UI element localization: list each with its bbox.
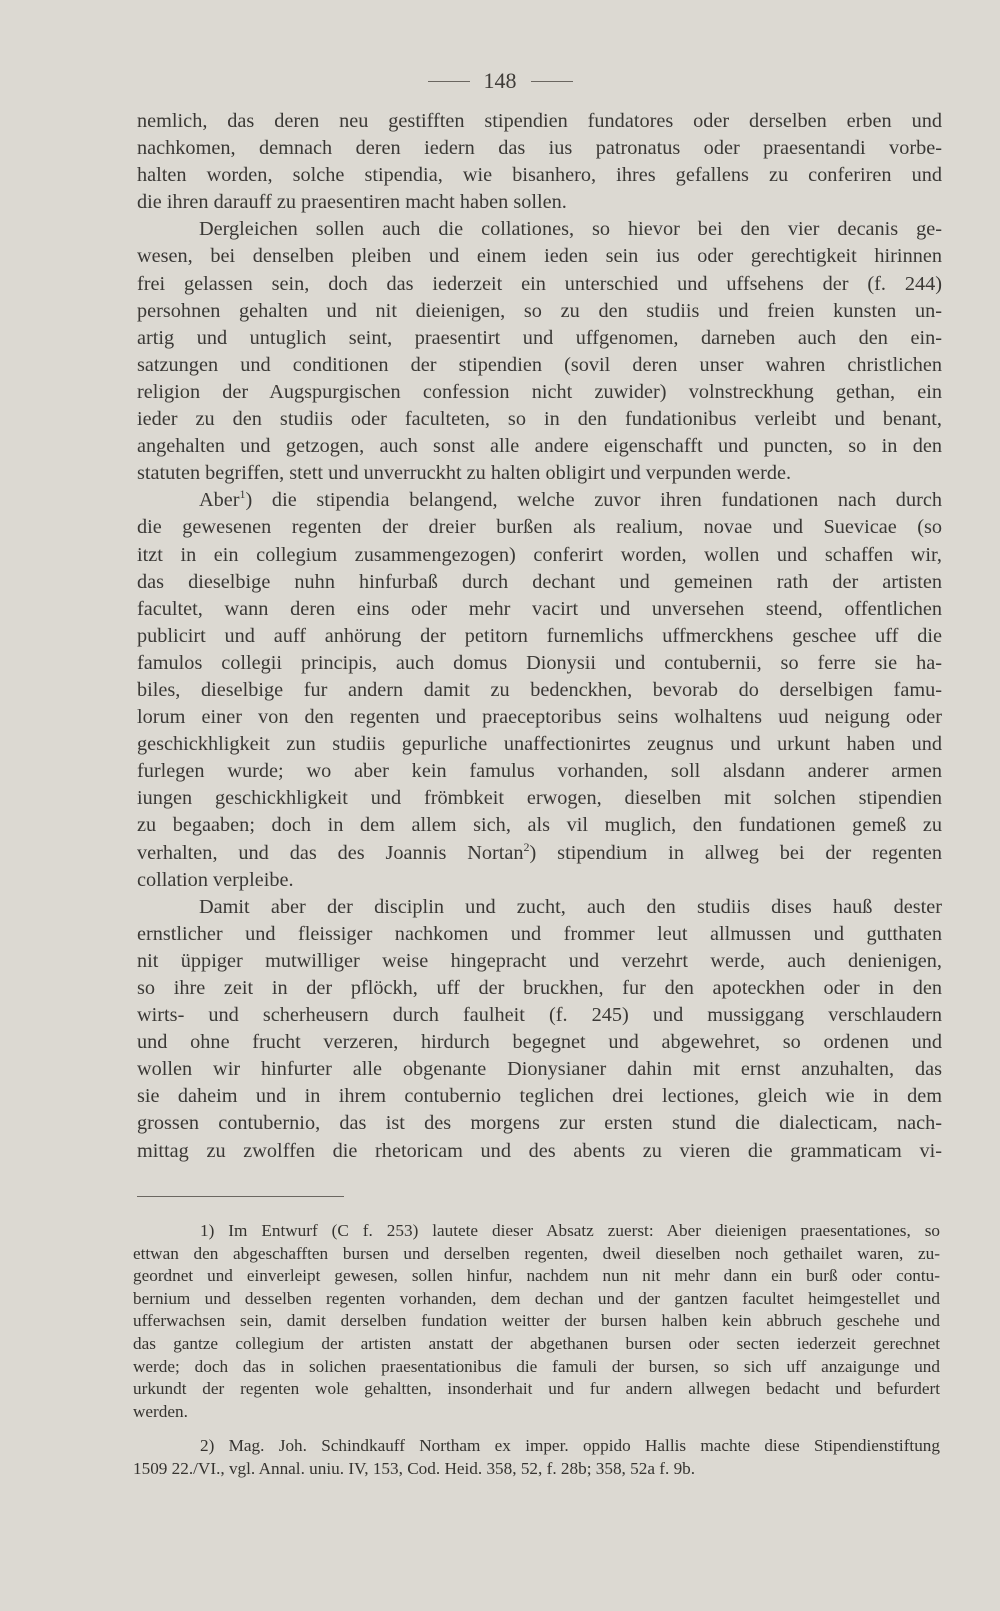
- footnote-ref-1: 1: [239, 487, 246, 502]
- text-line: biles, dieselbige fur andern damit zu bedenckhen, bevorab do derselbigen famu-: [137, 678, 942, 701]
- text-line: nachkomen, demnach deren iedern das ius patronatus oder praesentandi vorbe-: [137, 137, 942, 160]
- paragraph-4: [137, 894, 942, 1165]
- footnote-ref-2: 2: [523, 839, 530, 854]
- text-fragment: Aber: [199, 489, 240, 512]
- footnote-line: das gantze collegium der artisten anstatt der abgethanen bursen oder secten iederzeit gerechnet: [133, 1333, 940, 1353]
- footnote-line: bernium und desselben regenten vorhanden, dem dechan und der gantzen facultet heimgestellet und: [133, 1288, 940, 1308]
- footnote-gap: [133, 1423, 940, 1435]
- text-line: famulos collegii principis, auch domus Dionysii und contubernii, so ferre sie ha-: [137, 651, 942, 674]
- text-line: frei gelassen sein, doch das iederzeit ein unterschied und uffsehens der (f. 244): [137, 272, 942, 295]
- text-line: mittag zu zwolffen die rhetoricam und des abents zu vieren die grammaticam vi-: [137, 1139, 942, 1162]
- text-line: lorum einer von den regenten und praeceptoribus seins wolhaltens uud neigung oder: [137, 706, 942, 729]
- paragraph-1: [137, 108, 942, 216]
- text-line: zu begaaben; doch in dem allem sich, als vil muglich, den fundationen gemeß zu: [137, 814, 942, 837]
- text-line: grossen contubernio, das ist des morgens zur ersten stund die dialecticam, nach-: [137, 1112, 942, 1135]
- text-line: iungen geschickhligkeit und frömbkeit erwogen, dieselben mit solchen stipendien: [137, 787, 942, 810]
- text-line: halten worden, solche stipendia, wie bisanhero, ihres gefallens zu conferiren und: [137, 164, 942, 187]
- text-line: religion der Augspurgischen confession nicht zuwider) volnstreckhung gethan, ein: [137, 380, 942, 403]
- text-line: satzungen und conditionen der stipendien (sovil deren unser wahren christlichen: [137, 353, 942, 376]
- text-line: collation verpleibe.: [137, 868, 294, 891]
- text-line: die ihren darauff zu praesentiren macht haben sollen.: [137, 191, 567, 214]
- text-line: [137, 487, 942, 514]
- text-line: geschickhligkeit zun studiis gepurliche unaffectionirtes zeugnus und urkunt haben und: [137, 733, 942, 756]
- page-number: 148: [483, 68, 517, 93]
- text-line: ernstlicher und fleissiger nachkomen und frommer leut allmussen und gutthaten: [137, 922, 942, 945]
- page-header: [0, 68, 1000, 94]
- text-line: furlegen wurde; wo aber kein famulus vorhanden, soll alsdann anderer armen: [137, 760, 942, 783]
- footnote-line: werde; doch das in solichen praesentationibus die famuli der bursen, so sich uff anzaigunge und: [133, 1356, 940, 1376]
- text-line: das dieselbige nuhn hinfurbaß durch dechant und gemeinen rath der artisten: [137, 570, 942, 593]
- main-text: [137, 108, 942, 1165]
- text-line: Dergleichen sollen auch die collationes, so hievor bei den vier decanis ge-: [199, 218, 942, 241]
- footnote-line: 2) Mag. Joh. Schindkauff Northam ex imper. oppido Hallis machte diese Stipendienstiftung: [200, 1436, 940, 1456]
- footnote-line: ufferwachsen sein, damit derselben fundation weitter der bursen halben kein abbruch geschehe und: [133, 1311, 940, 1331]
- paragraph-3: [137, 487, 942, 893]
- text-fragment: verhalten, und das des Joannis Nortan: [137, 841, 524, 864]
- text-fragment: ) die stipendia belangend, welche zuvor ihren fundationen nach durch: [245, 489, 942, 512]
- text-line: artig und untuglich seint, praesentirt und uffgenomen, darneben auch den ein-: [137, 326, 942, 349]
- text-line: itzt in ein collegium zusammengezogen) conferirt worden, wollen und schaffen wir,: [137, 543, 942, 566]
- footnote-2: [133, 1435, 940, 1480]
- text-line: angehalten und getzogen, auch sonst alle andere eigenschafft und puncten, so in den: [137, 435, 942, 458]
- text-line: nit üppiger mutwilliger weise hingepracht und verzehrt werde, auch denienigen,: [137, 949, 942, 972]
- text-line: so ihre zeit in der pflöckh, uff der bruckhen, fur den apoteckhen oder in den: [137, 977, 942, 999]
- footnote-line: ettwan den abgeschafften bursen und derselben regenten, dweil dieselben noch gethailet waren, zu-: [133, 1243, 940, 1263]
- footnote-line: werden.: [133, 1401, 188, 1421]
- paragraph-2: [137, 216, 942, 487]
- footnote-1: [133, 1220, 940, 1423]
- header-rule-left: [428, 81, 470, 82]
- text-line: persohnen gehalten und nit dieienigen, so zu den studiis und freien kunsten un-: [137, 299, 942, 322]
- text-line: nemlich, das deren neu gestifften stipendien fundatores oder derselben erben und: [137, 110, 942, 132]
- footnote-separator: [137, 1196, 344, 1197]
- footnote-line: 1) Im Entwurf (C f. 253) lautete dieser Absatz zuerst: Aber dieienigen praesentationes, so: [200, 1221, 940, 1240]
- text-line: sie daheim und in ihrem contubernio teglichen drei lectiones, gleich wie in dem: [137, 1085, 942, 1108]
- text-line: und ohne frucht verzeren, hirdurch begegnet und abgewehret, so ordenen und: [137, 1031, 942, 1054]
- text-line: facultet, wann deren eins oder mehr vacirt und unversehen steend, offentlichen: [137, 597, 942, 620]
- text-line: [137, 840, 942, 867]
- text-line: wesen, bei denselben pleiben und einem ieden sein ius oder gerechtigkeit hirinnen: [137, 245, 942, 268]
- text-fragment: ) stipendium in allweg bei der regenten: [529, 841, 942, 864]
- header-rule-right: [531, 81, 573, 82]
- text-line: statuten begriffen, stett und unverruckht zu halten obligirt und verpunden werde.: [137, 462, 792, 485]
- text-line: publicirt und auff anhörung der petitorn furnemlichs uffmerckhens geschee uff die: [137, 624, 942, 647]
- footnote-line: 1509 22./VI., vgl. Annal. uniu. IV, 153, Cod. Heid. 358, 52, f. 28b; 358, 52a f. 9b.: [133, 1458, 696, 1478]
- text-line: Damit aber der disciplin und zucht, auch den studiis dises hauß dester: [199, 895, 942, 918]
- footnote-line: urkundt der regenten wole gehaltten, insonderhait und fur andern allwegen bedacht und befurdert: [133, 1379, 940, 1399]
- text-line: wirts- und scherheusern durch faulheit (f. 245) und mussiggang verschlaudern: [137, 1004, 942, 1027]
- footnote-line: geordnet und einverleipt gewesen, sollen hinfur, nachdem nun nit mehr dann ein burß oder contu-: [133, 1266, 940, 1286]
- text-line: die gewesenen regenten der dreier burßen als realium, novae und Suevicae (so: [137, 516, 942, 539]
- text-line: wollen wir hinfurter alle obgenante Dionysianer dahin mit ernst anzuhalten, das: [137, 1058, 942, 1081]
- text-line: ieder zu den studiis oder faculteten, so in den fundationibus verleibt und benant,: [137, 408, 942, 431]
- footnotes: [133, 1220, 940, 1481]
